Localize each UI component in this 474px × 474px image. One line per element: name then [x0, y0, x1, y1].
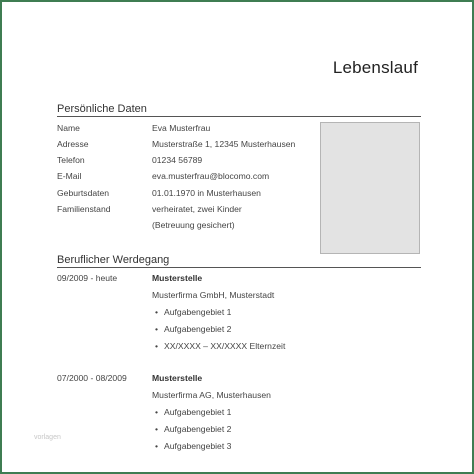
page-title: Lebenslauf: [332, 58, 418, 77]
career-position: Musterstelle: [152, 373, 203, 383]
career-task: • XX/XXXX – XX/XXXX Elternzeit: [155, 341, 285, 351]
label-name: Name: [57, 123, 80, 133]
career-task: • Aufgabengebiet 1: [155, 307, 231, 317]
career-task: • Aufgabengebiet 3: [155, 441, 231, 451]
value-address: Musterstraße 1, 12345 Musterhausen: [152, 139, 296, 149]
value-birth: 01.01.1970 in Musterhausen: [152, 188, 261, 198]
career-company: Musterfirma GmbH, Musterstadt: [152, 290, 275, 300]
value-family-note: (Betreuung gesichert): [152, 220, 235, 230]
value-name: Eva Musterfrau: [152, 123, 211, 133]
label-family: Familienstand: [57, 204, 111, 214]
career-company: Musterfirma AG, Musterhausen: [152, 390, 271, 400]
career-task: • Aufgabengebiet 2: [155, 424, 231, 434]
career-period: 07/2000 - 08/2009: [57, 373, 127, 383]
career-task: • Aufgabengebiet 2: [155, 324, 231, 334]
section-heading-career: Beruflicher Werdegang: [57, 254, 421, 268]
career-period: 09/2009 - heute: [57, 273, 118, 283]
value-email: eva.musterfrau@blocomo.com: [152, 171, 270, 181]
label-birth: Geburtsdaten: [57, 188, 110, 198]
cv-page: [2, 2, 472, 472]
career-task: • Aufgabengebiet 1: [155, 407, 231, 417]
label-phone: Telefon: [57, 155, 85, 165]
section-heading-personal: Persönliche Daten: [57, 103, 421, 117]
photo-placeholder: [320, 122, 420, 254]
label-email: E-Mail: [57, 171, 82, 181]
watermark-text: vorlagen: [34, 434, 61, 441]
value-phone: 01234 56789: [152, 155, 203, 165]
value-family: verheiratet, zwei Kinder: [152, 204, 242, 214]
career-position: Musterstelle: [152, 273, 203, 283]
label-address: Adresse: [57, 139, 89, 149]
